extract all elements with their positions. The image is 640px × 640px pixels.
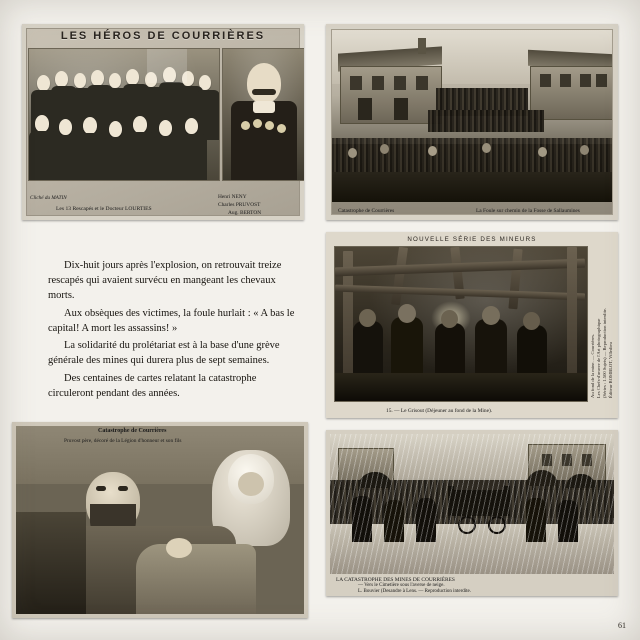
miners-photo <box>334 246 588 402</box>
postcard-funeral <box>326 430 618 596</box>
pruvost-caption-title: Catastrophe de Courrières <box>98 428 167 434</box>
postcard-crowd <box>326 24 618 220</box>
paragraph-3: La solidarité du prolétariat est à la base d'une grève générale des mines qui durera plus de sept semaines. <box>48 340 280 367</box>
page-number: 61 <box>618 621 626 630</box>
crowd-caption-left: Catastrophe de Courrières <box>338 207 395 214</box>
heroes-caption-left-sub: Les 13 Rescapés et le Docteur LOURTIES <box>56 205 152 212</box>
miners-header: NOUVELLE SÉRIE DES MINEURS <box>407 236 537 243</box>
snow-overlay <box>330 434 614 574</box>
pruvost-photo <box>16 426 304 614</box>
postcard-pruvost <box>12 422 308 618</box>
crowd-photo <box>332 30 612 202</box>
funeral-caption-credit: L. Bouvier (Desandre à Lens. — Reproduction interdite. <box>358 589 472 595</box>
heroes-caption-neny: Henri NENY <box>218 193 247 200</box>
funeral-photo <box>330 434 614 574</box>
heroes-title: LES HÉROS DE COURRIÈRES <box>60 30 266 42</box>
paragraph-1: Dix-huit jours après l'explosion, on retrouvait treize rescapés qui avaient survécu en mangeant les chevaux morts. <box>48 260 282 302</box>
body-text-column <box>48 258 300 403</box>
miners-caption: 15. — Le Grisout (Déjeuner au fond de la Mine). <box>386 407 493 414</box>
paragraph-4: Des centaines de cartes relatant la catastrophe circuleront pendant des années. <box>48 372 257 399</box>
miners-side-credits: Au fond de la mine. — Courrières. Les Chefs-d'œuvre de l'Art photographique (Séries : 1.500 Sujets) — Reproduction interdite. Éditeur ROMBLOT, Villedieu <box>590 307 613 398</box>
heroes-caption-pruvost: Charles PRUVOST <box>218 201 261 208</box>
postcard-miners <box>326 232 618 418</box>
paragraph-2: Aux obsèques des victimes, la foule hurlait : « A bas le capital! A mort les assassins! » <box>48 307 295 334</box>
funeral-caption-sub: — Vers le Cimetière sous l'averse de neige. <box>358 583 445 589</box>
pruvost-caption-sub: Pruvost père, décoré de la Légion d'honneur et son fils <box>64 438 182 444</box>
heroes-caption-left: Cliché du MATIN <box>30 195 67 202</box>
crowd-caption-right: La Foule sur chemin de la Fosse de Sallaumines <box>476 207 580 214</box>
funeral-caption-title: LA CATASTROPHE DES MINES DE COURRIÈRES <box>336 576 455 583</box>
heroes-caption-berton: Aug. BERTON <box>228 209 262 216</box>
heroes-portrait-neny <box>222 48 304 181</box>
postcard-heroes <box>22 24 304 220</box>
heroes-group-photo <box>28 48 220 181</box>
